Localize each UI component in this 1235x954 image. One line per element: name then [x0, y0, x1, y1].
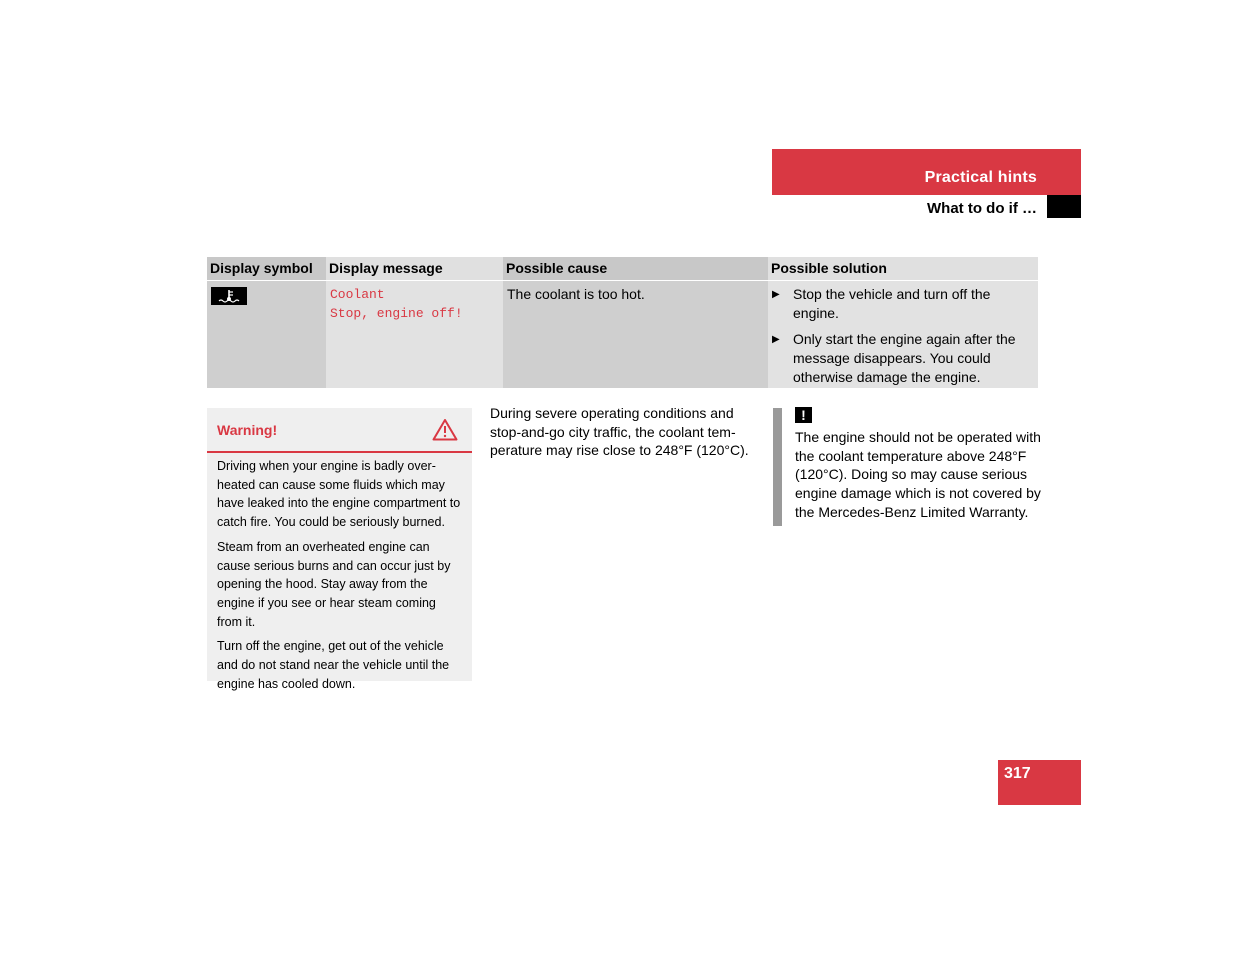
warning-paragraph: Driving when your engine is badly over-heated can cause some fluids which may have leaked into the engine compartment to catch fire. You could be seriously burned. [217, 459, 461, 530]
list-item [772, 285, 1034, 323]
column-header: Display symbol [207, 257, 326, 281]
note-text: The engine should not be operated with the coolant temperature above 248°F (120°C). Doing so may cause serious engine damage which is not covered by the Mercedes-Benz Limited Warranty. [795, 429, 1041, 520]
page-number: 317 [1004, 765, 1031, 782]
possible-cause-cell: The coolant is too hot. [503, 281, 768, 388]
possible-solution-cell [768, 281, 1038, 388]
list-item [772, 330, 1034, 387]
warning-box [207, 408, 472, 691]
display-message-line: Coolant [330, 287, 385, 302]
subsection-title: What to do if … [927, 200, 1037, 217]
table-row [207, 281, 1038, 388]
body-paragraph: During severe operating conditions and stop-and-go city traffic, the coolant tem-perature may rise close to 248°F (120°C). [490, 405, 749, 459]
solution-text: Stop the vehicle and turn off the engine. [793, 286, 991, 321]
table-header-row [207, 257, 1038, 281]
warning-paragraph: Steam from an overheated engine can cause serious burns and can occur just by opening the hood. Stay away from the engine if you see or hear steam coming from it. [217, 539, 451, 629]
column-header: Display message [326, 257, 503, 281]
column-header: Possible cause [503, 257, 768, 281]
solution-text: Only start the engine again after the message disappears. You could otherwise damage the engine. [793, 331, 1016, 385]
warning-triangle-icon [432, 418, 458, 446]
section-title: Practical hints [924, 169, 1037, 186]
display-message-cell [326, 281, 503, 388]
bullet-triangle-icon: ▶ [772, 289, 780, 300]
exclamation-icon: ! [795, 407, 812, 423]
warning-body [207, 453, 472, 693]
coolant-temperature-icon [211, 287, 247, 305]
warning-title: Warning! [217, 422, 278, 438]
page-number-badge [998, 760, 1081, 805]
display-message-table [207, 257, 1038, 388]
note-margin-bar [773, 408, 782, 526]
warning-header [207, 408, 472, 453]
column-header: Possible solution [768, 257, 1038, 281]
warning-paragraph: Turn off the engine, get out of the vehicle and do not stand near the vehicle until the engine has cooled down. [217, 639, 450, 691]
header-banner [772, 149, 1081, 195]
display-message-line: Stop, engine off! [330, 306, 463, 321]
bullet-triangle-icon: ▶ [772, 334, 780, 345]
header-tab-marker [1047, 195, 1081, 218]
display-symbol-cell [207, 281, 326, 388]
